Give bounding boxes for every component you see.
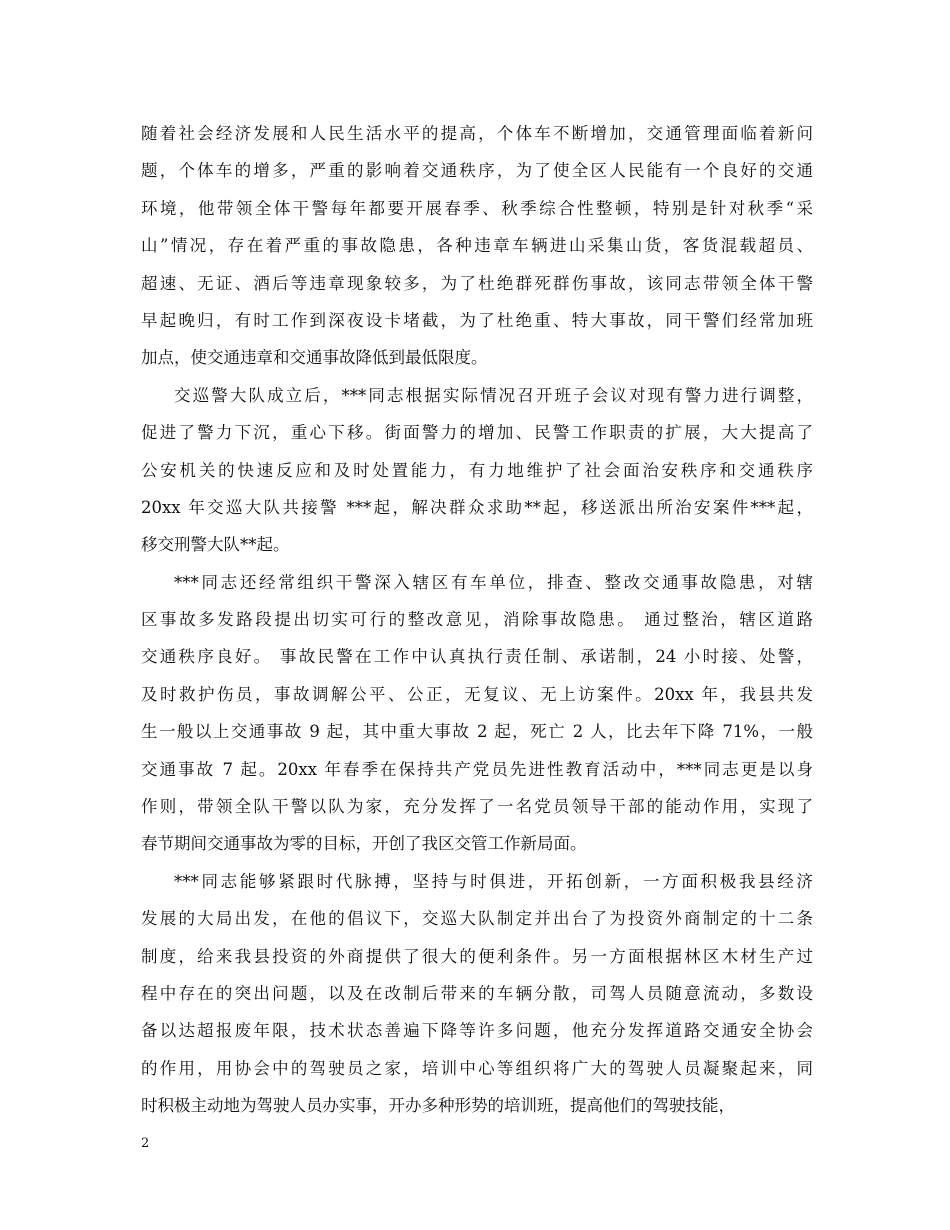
document-body: [141, 115, 813, 1125]
text-line: 时积极主动地为驾驶人员办实事，开办多种形势的培训班，提高他们的驾驶技能，: [141, 1096, 735, 1116]
text-line: 20xx 年交巡大队共接警 ***起，解决群众求助**起，移送派出所治安案件***起，: [141, 497, 813, 517]
text-line: 作则，带领全队干警以队为家，充分发挥了一名党员领导干部的能动作用，实现了: [141, 797, 813, 817]
text-line: 区事故多发路段提出切实可行的整改意见，消除事故隐患。 通过整治，辖区道路: [141, 610, 813, 630]
text-line: 加点，使交通违章和交通事故降低到最低限度。: [141, 348, 488, 368]
text-line: 春节期间交通事故为零的目标，开创了我区交管工作新局面。: [141, 834, 587, 854]
text-line: 交通事故 7 起。20xx 年春季在保持共产党员先进性教育活动中，***同志更是以身: [141, 759, 813, 779]
text-line: 题，个体车的增多，严重的影响着交通秩序，为了使全区人民能有一个良好的交通: [141, 161, 813, 181]
text-line: 程中存在的突出问题，以及在改制后带来的车辆分散，司驾人员随意流动，多数设: [141, 983, 813, 1003]
text-line: 发展的大局出发，在他的倡议下，交巡大队制定并出台了为投资外商制定的十二条: [141, 909, 813, 929]
text-line: 超速、无证、酒后等违章现象较多，为了杜绝群死群伤事故，该同志带领全体干警: [141, 273, 813, 293]
text-line: 早起晚归，有时工作到深夜设卡堵截，为了杜绝重、特大事故，同干警们经常加班: [141, 310, 813, 330]
text-line: 交巡警大队成立后，***同志根据实际情况召开班子会议对现有警力进行调整，: [174, 385, 813, 405]
text-line: 促进了警力下沉，重心下移。街面警力的增加、民警工作职责的扩展，大大提高了: [141, 423, 813, 443]
paragraph: [141, 377, 813, 564]
text-line: 随着社会经济发展和人民生活水平的提高，个体车不断增加，交通管理面临着新问: [141, 124, 813, 143]
text-line: 移交刑警大队**起。: [141, 535, 290, 555]
text-line: 环境，他带领全体干警每年都要开展春季、秋季综合性整顿，特别是针对秋季“采: [141, 198, 813, 218]
paragraph: [141, 115, 813, 377]
text-line: 制度，给来我县投资的外商提供了很大的便利条件。另一方面根据林区木材生产过: [141, 946, 813, 966]
text-line: 的作用，用协会中的驾驶员之家，培训中心等组织将广大的驾驶人员凝聚起来，同: [141, 1058, 813, 1078]
text-line: 山”情况，存在着严重的事故隐患，各种违章车辆进山采集山货，客货混载超员、: [141, 236, 813, 256]
page-number: 2: [141, 1136, 150, 1151]
text-line: 备以达超报废年限，技术状态善遍下降等许多问题，他充分发挥道路交通安全协会: [141, 1021, 813, 1041]
text-line: 及时救护伤员，事故调解公平、公正，无复议、无上访案件。20xx 年，我县共发: [141, 684, 813, 704]
text-line: 公安机关的快速反应和及时处置能力，有力地维护了社会面治安秩序和交通秩序: [141, 460, 813, 480]
text-line: 交通秩序良好。 事故民警在工作中认真执行责任制、承诺制，24 小时接、处警，: [141, 647, 813, 667]
paragraph: [141, 564, 813, 863]
text-line: ***同志还经常组织干警深入辖区有车单位，排查、整改交通事故隐患，对辖: [174, 572, 813, 592]
paragraph: [141, 863, 813, 1125]
text-line: 生一般以上交通事故 9 起，其中重大事故 2 起，死亡 2 人，比去年下降 71%，一般: [141, 722, 813, 742]
text-line: ***同志能够紧跟时代脉搏，坚持与时俱进，开拓创新，一方面积极我县经济: [174, 871, 813, 891]
